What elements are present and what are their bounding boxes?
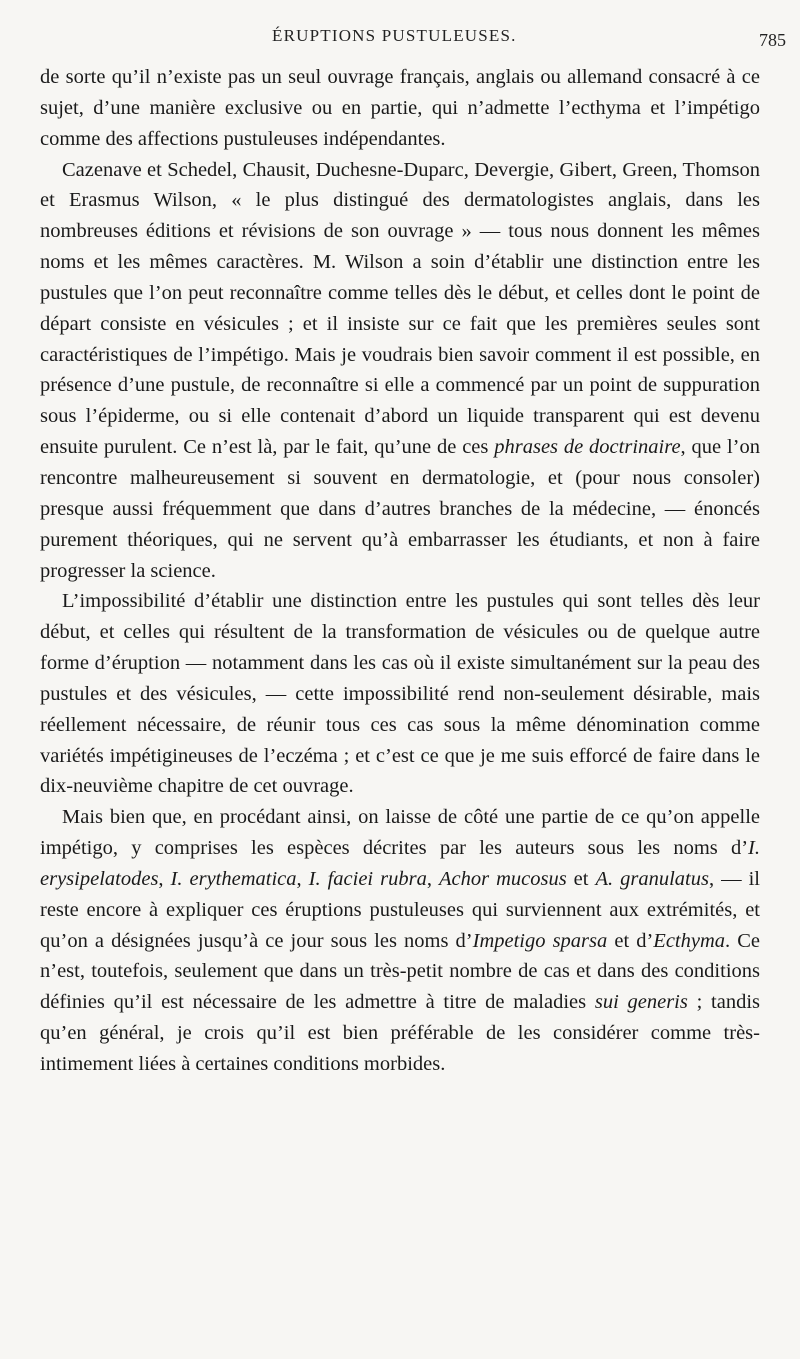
text-run: , que l’on rencontre malheureusement si souvent en dermatologie, et (pour nous consoler) presque aussi fréquemment que dans d’autres branches de la médecine, — énoncés purement théoriques, qui ne servent qu’à embarrasser les étudiants, et non à faire progresser la science. — [40, 436, 760, 582]
text-run: Cazenave et Schedel, Chausit, Duchesne-Duparc, Devergie, Gibert, Green, Thomson et Erasmus Wilson, « le plus distingué des dermatologistes anglais, dans les nombreuses éditions et révisions de son ouvrage » — tous nous donnent les mêmes noms et les mêmes caractères. M. Wilson a soin d’établir une distinction entre les pustules que l’on peut reconnaître comme telles dès le début, et celles dont le point de départ consiste en vésicules ; et il insiste sur ce fait que les premières seules sont caractéristiques de l’impétigo. Mais je voudrais bien savoir comment il est possible, en présence d’une pustule, de reconnaître si elle a commencé par un point de suppuration sous l’épiderme, ou si elle contenait d’abord un liquide transparent qui est devenu ensuite purulent. Ce n’est là, par le fait, qu’une de ces — [40, 158, 760, 459]
italic-term: Impetigo sparsa — [472, 929, 608, 952]
italic-term: I. faciei rubra — [308, 867, 427, 890]
paragraph — [40, 586, 760, 802]
text-run: , — [426, 867, 439, 890]
italic-term: sui generis — [594, 991, 688, 1014]
italic-term: I. erythematica — [170, 867, 297, 890]
text-run: , — [296, 867, 309, 890]
page-number: 785 — [759, 30, 786, 50]
italic-term: I. erysipelatodes — [40, 837, 760, 890]
body-text — [40, 62, 760, 1080]
text-run: Mais bien que, en procédant ainsi, on laisse de côté une partie de ce qu’on appelle impétigo, y comprises les espèces décrites par les auteurs sous les noms d’ — [40, 806, 760, 860]
running-title: ÉRUPTIONS PUSTULEUSES. — [272, 26, 517, 45]
italic-term: Achor mucosus — [438, 867, 567, 890]
paragraph — [40, 802, 760, 1080]
text-run: de sorte qu’il n’existe pas un seul ouvrage français, anglais ou allemand consacré à ce sujet, d’une manière exclusive ou en partie, qui n’admette l’ecthyma et l’impétigo comme des affections pustuleuses indépendantes. — [40, 66, 760, 150]
italic-term: A. granulatus — [595, 867, 709, 890]
text-run: L’impossibilité d’établir une distinction entre les pustules qui sont telles dès leur début, et celles qui résultent de la transformation de vésicules ou de quelque autre forme d’éruption — notamment dans les cas où il existe simultanément sur la peau des pustules et des vésicules, — cette impossibilité rend non-seulement désirable, mais réellement nécessaire, de réunir tous ces cas sous la même dénomination comme variétés impétigineuses de l’eczéma ; et c’est ce que je me suis efforcé de faire dans le dix-neuvième chapitre de cet ouvrage. — [40, 590, 760, 798]
paragraph — [40, 155, 760, 587]
text-run: et d’ — [607, 929, 654, 952]
text-run: . Ce n’est, toutefois, seulement que dans un très-petit nombre de cas et dans des conditions définies qu’il est nécessaire de les admettre à titre de maladies — [40, 929, 761, 1014]
text-run: ; tandis qu’en général, je crois qu’il est bien préférable de les considérer comme très-intimement liées à certaines conditions morbides. — [40, 991, 760, 1075]
italic-term: phrases de doctrinaire — [494, 436, 681, 459]
text-run: , — [158, 867, 171, 890]
paragraph — [40, 62, 760, 155]
italic-term: Ecthyma — [653, 929, 726, 952]
text-run: et — [566, 867, 596, 890]
text-run: , — il reste encore à expliquer ces éruptions pustuleuses qui surviennent aux extrémités, et qu’on a désignées jusqu’à ce jour sous les noms d’ — [40, 867, 760, 952]
